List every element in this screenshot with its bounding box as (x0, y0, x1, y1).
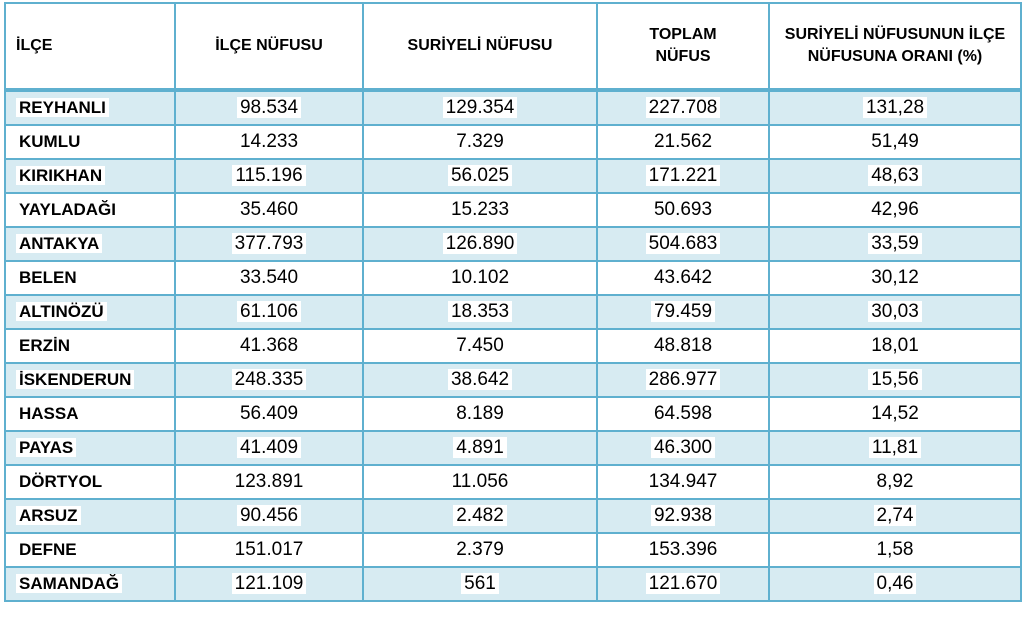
cell-oran (769, 329, 1021, 363)
cell-suriyeli-nufusu (363, 567, 597, 601)
cell-oran (769, 295, 1021, 329)
table-row (5, 431, 1021, 465)
cell-oran (769, 193, 1021, 227)
cell-toplam-nufus (597, 227, 769, 261)
header-ilce: İLÇE (5, 3, 175, 90)
cell-suriyeli-nufusu-text: 56.025 (448, 165, 512, 186)
cell-ilce-name (5, 465, 175, 499)
cell-toplam-nufus-text: 46.300 (651, 437, 715, 458)
cell-ilce-name-text: BELEN (19, 268, 77, 287)
cell-oran-text: 2,74 (874, 505, 917, 526)
cell-oran (769, 431, 1021, 465)
cell-ilce-name-text: DÖRTYOL (19, 472, 103, 491)
cell-ilce-name-text: İSKENDERUN (16, 370, 134, 389)
cell-suriyeli-nufusu (363, 533, 597, 567)
cell-suriyeli-nufusu-text: 8.189 (456, 403, 504, 424)
table-row (5, 533, 1021, 567)
cell-ilce-name (5, 567, 175, 601)
cell-ilce-name (5, 159, 175, 193)
cell-oran-text: 14,52 (871, 403, 919, 424)
cell-toplam-nufus-text: 227.708 (646, 97, 721, 118)
cell-suriyeli-nufusu (363, 363, 597, 397)
cell-ilce-nufusu-text: 98.534 (237, 97, 301, 118)
population-table (4, 2, 1022, 602)
cell-ilce-nufusu (175, 465, 363, 499)
cell-ilce-nufusu-text: 377.793 (232, 233, 307, 254)
cell-ilce-name-text: SAMANDAĞ (16, 574, 122, 593)
cell-suriyeli-nufusu (363, 90, 597, 125)
table-row (5, 261, 1021, 295)
cell-toplam-nufus (597, 499, 769, 533)
table-row (5, 397, 1021, 431)
cell-ilce-name-text: PAYAS (16, 438, 76, 457)
cell-oran-text: 48,63 (868, 165, 922, 186)
cell-toplam-nufus-text: 134.947 (648, 471, 718, 492)
cell-ilce-nufusu-text: 115.196 (232, 165, 305, 186)
header-ilce-nufusu: İLÇE NÜFUSU (175, 3, 363, 90)
cell-oran (769, 363, 1021, 397)
cell-ilce-nufusu (175, 499, 363, 533)
table-row (5, 159, 1021, 193)
cell-toplam-nufus (597, 363, 769, 397)
cell-suriyeli-nufusu-text: 7.329 (456, 131, 504, 152)
cell-oran (769, 465, 1021, 499)
cell-ilce-nufusu-text: 41.368 (239, 335, 299, 356)
cell-toplam-nufus-text: 286.977 (646, 369, 721, 390)
table-row (5, 499, 1021, 533)
cell-suriyeli-nufusu (363, 397, 597, 431)
cell-ilce-nufusu-text: 123.891 (234, 471, 304, 492)
table-body (5, 90, 1021, 601)
cell-suriyeli-nufusu (363, 227, 597, 261)
cell-ilce-name (5, 329, 175, 363)
table-row (5, 90, 1021, 125)
cell-suriyeli-nufusu (363, 193, 597, 227)
table-row (5, 295, 1021, 329)
cell-toplam-nufus-text: 504.683 (646, 233, 721, 254)
cell-oran (769, 397, 1021, 431)
header-toplam-nufus: TOPLAM NÜFUS (597, 3, 769, 90)
cell-suriyeli-nufusu (363, 329, 597, 363)
cell-toplam-nufus-text: 79.459 (651, 301, 715, 322)
cell-toplam-nufus-text: 153.396 (648, 539, 718, 560)
cell-suriyeli-nufusu-text: 129.354 (443, 97, 518, 118)
cell-ilce-name-text: YAYLADAĞI (19, 200, 116, 219)
cell-ilce-nufusu-text: 248.335 (232, 369, 307, 390)
cell-toplam-nufus (597, 465, 769, 499)
cell-ilce-name (5, 193, 175, 227)
cell-ilce-name-text: ARSUZ (16, 506, 81, 525)
table-row (5, 567, 1021, 601)
cell-toplam-nufus (597, 533, 769, 567)
cell-suriyeli-nufusu-text: 18.353 (448, 301, 512, 322)
cell-toplam-nufus (597, 295, 769, 329)
cell-ilce-name-text: KUMLU (19, 132, 81, 151)
cell-oran (769, 533, 1021, 567)
cell-oran-text: 33,59 (868, 233, 922, 254)
cell-ilce-name (5, 499, 175, 533)
cell-suriyeli-nufusu (363, 261, 597, 295)
cell-ilce-nufusu-text: 90.456 (237, 505, 301, 526)
cell-ilce-nufusu (175, 329, 363, 363)
table-row (5, 363, 1021, 397)
cell-oran (769, 159, 1021, 193)
cell-ilce-name (5, 261, 175, 295)
cell-suriyeli-nufusu (363, 125, 597, 159)
cell-suriyeli-nufusu (363, 159, 597, 193)
cell-oran (769, 567, 1021, 601)
cell-toplam-nufus (597, 125, 769, 159)
cell-suriyeli-nufusu-text: 11.056 (451, 471, 509, 492)
cell-suriyeli-nufusu (363, 499, 597, 533)
cell-suriyeli-nufusu-text: 38.642 (448, 369, 512, 390)
cell-suriyeli-nufusu (363, 431, 597, 465)
cell-oran-text: 1,58 (876, 539, 914, 560)
cell-ilce-name-text: ALTINÖZÜ (16, 302, 107, 321)
cell-oran-text: 11,81 (869, 437, 921, 458)
cell-ilce-nufusu (175, 90, 363, 125)
cell-toplam-nufus-text: 121.670 (646, 573, 721, 594)
cell-toplam-nufus (597, 193, 769, 227)
cell-ilce-nufusu-text: 151.017 (234, 539, 304, 560)
cell-ilce-name (5, 431, 175, 465)
cell-toplam-nufus (597, 90, 769, 125)
table-row (5, 227, 1021, 261)
header-oran: SURİYELİ NÜFUSUNUN İLÇE NÜFUSUNA ORANI (%) (769, 3, 1021, 90)
cell-suriyeli-nufusu-text: 4.891 (453, 437, 507, 458)
cell-ilce-name-text: REYHANLI (16, 98, 109, 117)
cell-ilce-nufusu (175, 227, 363, 261)
cell-suriyeli-nufusu-text: 126.890 (443, 233, 518, 254)
table-row (5, 465, 1021, 499)
cell-ilce-nufusu (175, 567, 363, 601)
table-row (5, 125, 1021, 159)
cell-suriyeli-nufusu-text: 561 (461, 573, 499, 594)
cell-oran-text: 42,96 (871, 199, 919, 220)
cell-oran-text: 8,92 (876, 471, 914, 492)
cell-toplam-nufus-text: 43.642 (653, 267, 713, 288)
cell-toplam-nufus-text: 48.818 (653, 335, 713, 356)
cell-oran-text: 18,01 (871, 335, 919, 356)
cell-suriyeli-nufusu (363, 465, 597, 499)
cell-ilce-name (5, 295, 175, 329)
cell-toplam-nufus-text: 171.221 (646, 165, 721, 186)
cell-ilce-name (5, 363, 175, 397)
cell-ilce-nufusu-text: 61.106 (237, 301, 301, 322)
cell-ilce-nufusu-text: 35.460 (239, 199, 299, 220)
header-row (5, 3, 1021, 90)
cell-suriyeli-nufusu-text: 10.102 (450, 267, 510, 288)
cell-ilce-nufusu (175, 159, 363, 193)
cell-ilce-name (5, 397, 175, 431)
cell-toplam-nufus-text: 21.562 (653, 131, 713, 152)
table-row (5, 329, 1021, 363)
cell-ilce-name (5, 90, 175, 125)
cell-toplam-nufus (597, 567, 769, 601)
cell-oran (769, 125, 1021, 159)
cell-ilce-nufusu-text: 121.109 (232, 573, 307, 594)
cell-oran-text: 30,12 (871, 267, 919, 288)
cell-toplam-nufus (597, 159, 769, 193)
cell-ilce-nufusu-text: 33.540 (239, 267, 299, 288)
cell-ilce-name-text: ERZİN (19, 336, 70, 355)
cell-toplam-nufus-text: 50.693 (653, 199, 713, 220)
cell-oran-text: 0,46 (874, 573, 917, 594)
cell-ilce-nufusu (175, 193, 363, 227)
cell-suriyeli-nufusu-text: 7.450 (456, 335, 504, 356)
table-row (5, 193, 1021, 227)
cell-toplam-nufus (597, 431, 769, 465)
cell-ilce-nufusu (175, 431, 363, 465)
cell-oran-text: 131,28 (863, 97, 927, 118)
cell-ilce-nufusu (175, 125, 363, 159)
cell-ilce-name-text: KIRIKHAN (16, 166, 105, 185)
cell-ilce-name-text: ANTAKYA (16, 234, 102, 253)
cell-oran (769, 499, 1021, 533)
cell-ilce-nufusu-text: 56.409 (239, 403, 299, 424)
cell-ilce-name-text: DEFNE (19, 540, 77, 559)
cell-oran (769, 261, 1021, 295)
cell-suriyeli-nufusu-text: 15.233 (450, 199, 510, 220)
cell-ilce-name-text: HASSA (19, 404, 79, 423)
cell-toplam-nufus (597, 261, 769, 295)
cell-suriyeli-nufusu (363, 295, 597, 329)
cell-ilce-name (5, 227, 175, 261)
cell-ilce-nufusu (175, 261, 363, 295)
cell-oran (769, 90, 1021, 125)
cell-oran-text: 15,56 (868, 369, 922, 390)
cell-oran-text: 30,03 (868, 301, 922, 322)
cell-ilce-nufusu-text: 14.233 (239, 131, 299, 152)
header-suriyeli-nufusu: SURİYELİ NÜFUSU (363, 3, 597, 90)
cell-toplam-nufus-text: 92.938 (651, 505, 715, 526)
cell-ilce-nufusu (175, 397, 363, 431)
cell-toplam-nufus (597, 397, 769, 431)
cell-ilce-nufusu-text: 41.409 (237, 437, 301, 458)
cell-ilce-name (5, 533, 175, 567)
cell-oran-text: 51,49 (871, 131, 919, 152)
cell-toplam-nufus-text: 64.598 (653, 403, 713, 424)
cell-ilce-name (5, 125, 175, 159)
cell-ilce-nufusu (175, 533, 363, 567)
cell-toplam-nufus (597, 329, 769, 363)
cell-ilce-nufusu (175, 363, 363, 397)
cell-oran (769, 227, 1021, 261)
cell-suriyeli-nufusu-text: 2.379 (456, 539, 504, 560)
cell-ilce-nufusu (175, 295, 363, 329)
cell-suriyeli-nufusu-text: 2.482 (453, 505, 507, 526)
